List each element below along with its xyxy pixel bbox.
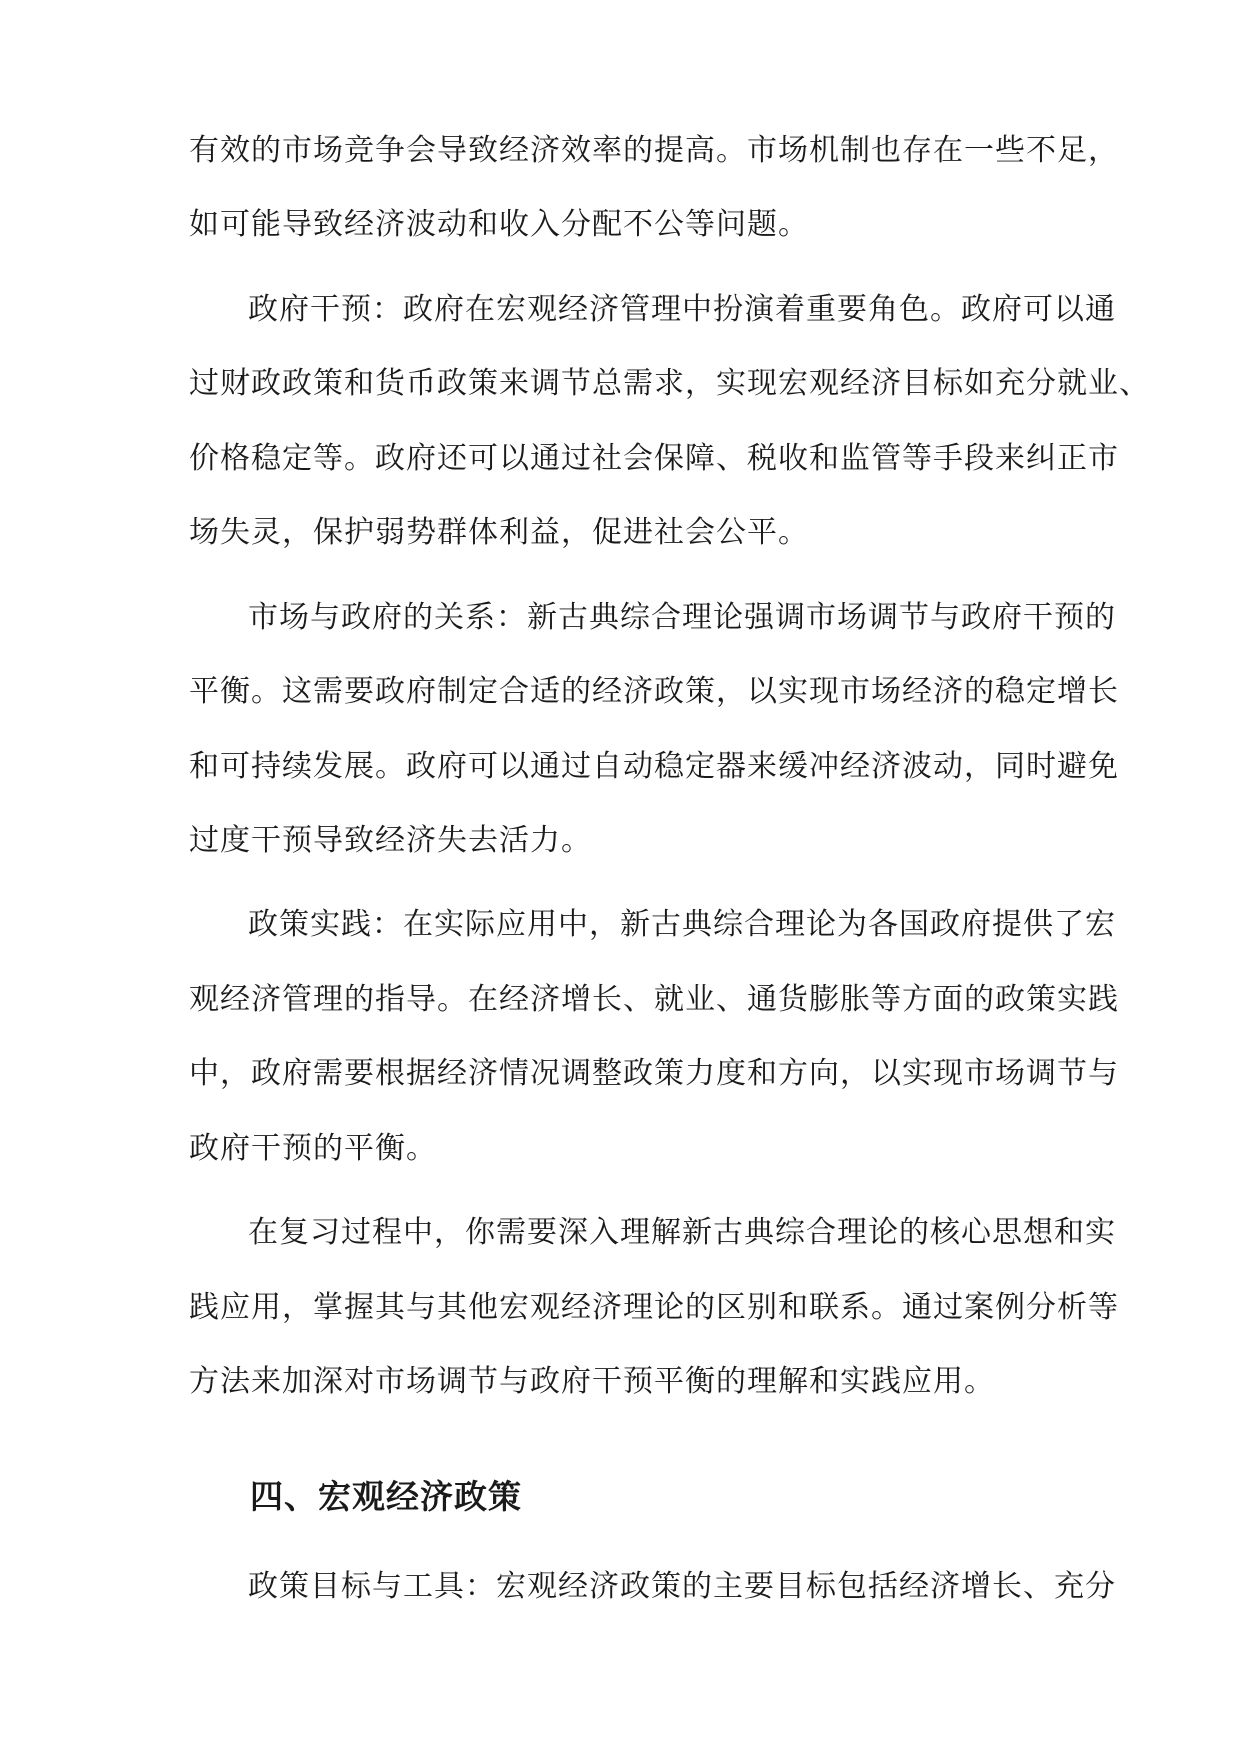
paragraph-line: 有效的市场竞争会导致经济效率的提高。市场机制也存在一些不足， [189, 133, 1119, 168]
paragraph-line: 政策目标与工具：宏观经济政策的主要目标包括经济增长、充分 [248, 1569, 1116, 1604]
section-heading: 四、宏观经济政策 [250, 1477, 522, 1516]
paragraph-line: 观经济管理的指导。在经济增长、就业、通货膨胀等方面的政策实践 [189, 982, 1119, 1017]
paragraph-line: 政府干预：政府在宏观经济管理中扮演着重要角色。政府可以通 [248, 292, 1116, 327]
paragraph-line: 方法来加深对市场调节与政府干预平衡的理解和实践应用。 [189, 1364, 995, 1399]
paragraph-line: 政府干预的平衡。 [189, 1131, 437, 1166]
paragraph-line: 如可能导致经济波动和收入分配不公等问题。 [189, 207, 809, 242]
paragraph-line: 场失灵，保护弱势群体利益，促进社会公平。 [189, 515, 809, 550]
paragraph-line: 和可持续发展。政府可以通过自动稳定器来缓冲经济波动，同时避免 [189, 749, 1119, 784]
paragraph-line: 市场与政府的关系：新古典综合理论强调市场调节与政府干预的 [248, 600, 1116, 635]
paragraph-line: 政策实践：在实际应用中，新古典综合理论为各国政府提供了宏 [248, 907, 1116, 942]
paragraph-line: 过度干预导致经济失去活力。 [189, 823, 592, 858]
paragraph-line: 践应用，掌握其与其他宏观经济理论的区别和联系。通过案例分析等 [189, 1290, 1119, 1325]
paragraph-line: 价格稳定等。政府还可以通过社会保障、税收和监管等手段来纠正市 [189, 441, 1119, 476]
paragraph-line: 在复习过程中，你需要深入理解新古典综合理论的核心思想和实 [248, 1215, 1116, 1250]
paragraph-line: 平衡。这需要政府制定合适的经济政策，以实现市场经济的稳定增长 [189, 674, 1119, 709]
paragraph-line: 过财政政策和货币政策来调节总需求，实现宏观经济目标如充分就业、 [189, 366, 1150, 401]
paragraph-line: 中，政府需要根据经济情况调整政策力度和方向，以实现市场调节与 [189, 1056, 1119, 1091]
